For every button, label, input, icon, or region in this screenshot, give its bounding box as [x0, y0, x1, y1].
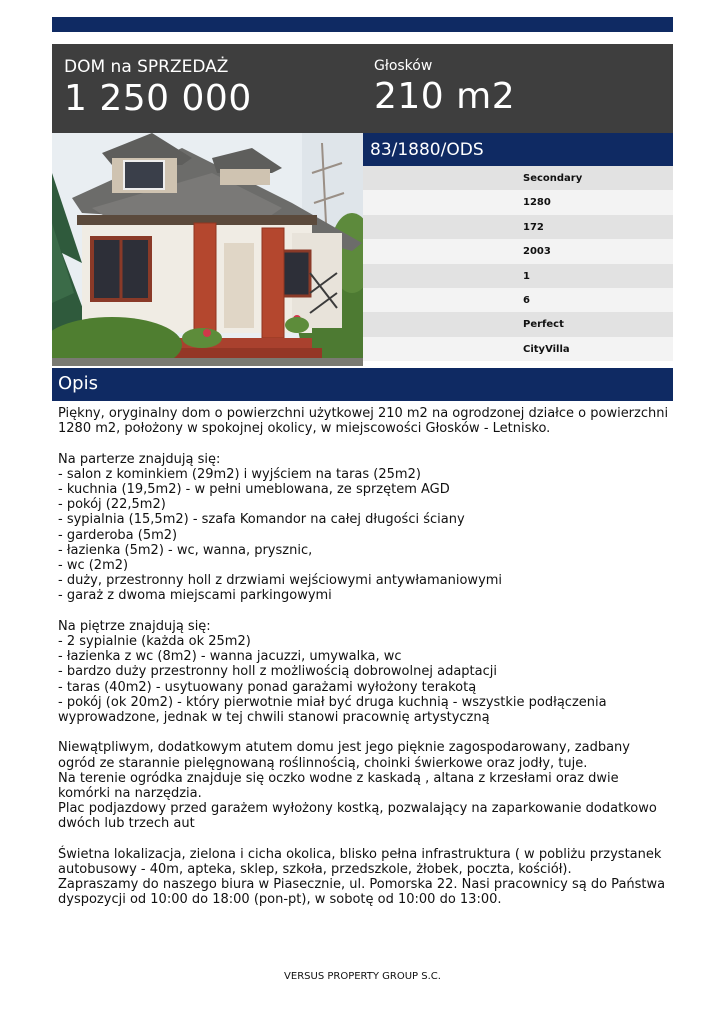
paragraph-gap	[58, 832, 670, 847]
description-line: - duży, przestronny holl z drzwiami wejściowymi antywłamaniowymi	[58, 573, 503, 589]
spec-value: 172	[523, 221, 544, 233]
spec-value: CityVilla	[523, 343, 570, 355]
description-line: - 2 sypialnie (każda ok 25m2)	[58, 634, 251, 650]
description-line: - bardzo duży przestronny holl z możliwością dobrowolnej adaptacji	[58, 664, 497, 680]
spec-row	[363, 264, 673, 288]
header-left	[64, 56, 252, 120]
description-line: Plac podjazdowy przed garażem wyłożony kostką, pozwalający na zaparkowanie dodatkowo dwóch lub trzech aut	[58, 801, 657, 832]
description-line: Niewątpliwym, dodatkowym atutem domu jest jego pięknie zagospodarowany, zadbany ogród ze starannie pielęgnowaną roślinnością, choinki świerkowe oraz jodły, tuje.	[58, 740, 630, 771]
description-line: - garaż z dwoma miejscami parkingowymi	[58, 588, 332, 604]
description-section-bar	[52, 368, 673, 401]
header-right	[374, 56, 515, 118]
spec-value: 2003	[523, 246, 551, 258]
description-line: - taras (40m2) - usytuowany ponad garażami wyłożony terakotą	[58, 679, 477, 695]
listing-header	[52, 44, 673, 133]
listing-price: 1 250 000	[64, 78, 252, 119]
description-line: - łazienka z wc (8m2) - wanna jacuzzi, umywalka, wc	[58, 649, 402, 665]
description-line: - pokój (22,5m2)	[58, 497, 166, 513]
section-title: Opis	[58, 373, 98, 394]
description-line: - garderoba (5m2)	[58, 527, 178, 543]
spec-row	[363, 215, 673, 239]
listing-reference: 83/1880/ODS	[370, 140, 484, 160]
spec-value: Secondary	[523, 173, 583, 184]
house-photo	[52, 133, 363, 366]
paragraph-gap	[58, 436, 670, 451]
spec-row	[363, 166, 673, 190]
description-line: Piękny, oryginalny dom o powierzchni użytkowej 210 m2 na ogrodzonej działce o powierzchni 1280 m2, położony w spokojnej okolicy, w miejscowości Głosków - Letnisko.	[58, 406, 669, 437]
description-text	[58, 406, 670, 908]
description-line: - salon z kominkiem (29m2) i wyjściem na taras (25m2)	[58, 466, 421, 482]
listing-area: 210 m2	[374, 76, 516, 117]
description-line: Na terenie ogródka znajduje się oczko wodne z kaskadą , altana z krzesłami oraz dwie komórki na narzędzia.	[58, 770, 619, 802]
description-line: - kuchnia (19,5m2) - w pełni umeblowana, ze sprzętem AGD	[58, 482, 450, 497]
reference-bar	[363, 133, 673, 166]
spec-value: 1	[523, 270, 530, 282]
description-line: Zapraszamy do naszego biura w Piasecznie, ul. Pomorska 22. Nasi pracownicy są do Państwa dyspozycji od 10:00 do 18:00 (pon-pt), w sobotę od 10:00 do 13:00.	[58, 877, 666, 908]
footer-company: VERSUS PROPERTY GROUP S.C.	[284, 971, 441, 982]
specs-table	[363, 166, 673, 361]
listing-type: DOM na SPRZEDAŻ	[64, 57, 229, 77]
paragraph-gap	[58, 604, 670, 619]
spec-value: Perfect	[523, 319, 564, 331]
spec-value: 1280	[523, 197, 551, 209]
description-line: - sypialnia (15,5m2) - szafa Komandor na całej długości ściany	[58, 512, 465, 528]
spec-row	[363, 337, 673, 361]
spec-row	[363, 312, 673, 336]
listing-location: Głosków	[374, 58, 433, 74]
description-line: - pokój (ok 20m2) - który pierwotnie miał być druga kuchnią - wszystkie podłączenia wyprowadzone, jednak w tej chwili stanowi pracownię artystyczną	[58, 694, 607, 726]
paragraph-gap	[58, 725, 670, 740]
spec-row	[363, 239, 673, 263]
top-accent-bar	[52, 17, 673, 32]
description-line: Na piętrze znajdują się:	[58, 618, 211, 634]
description-line: Świetna lokalizacja, zielona i cicha okolica, blisko pełna infrastruktura ( w pobliżu przystanek autobusowy - 40m, apteka, sklep, szkoła, przedszkole, żłobek, poczta, kościół).	[58, 846, 662, 878]
spec-row	[363, 288, 673, 312]
description-line: - wc (2m2)	[58, 558, 129, 574]
description-line: Na parterze znajdują się:	[58, 451, 221, 467]
spec-row	[363, 190, 673, 214]
spec-value: 6	[523, 294, 530, 306]
description-line: - łazienka (5m2) - wc, wanna, prysznic,	[58, 542, 313, 558]
